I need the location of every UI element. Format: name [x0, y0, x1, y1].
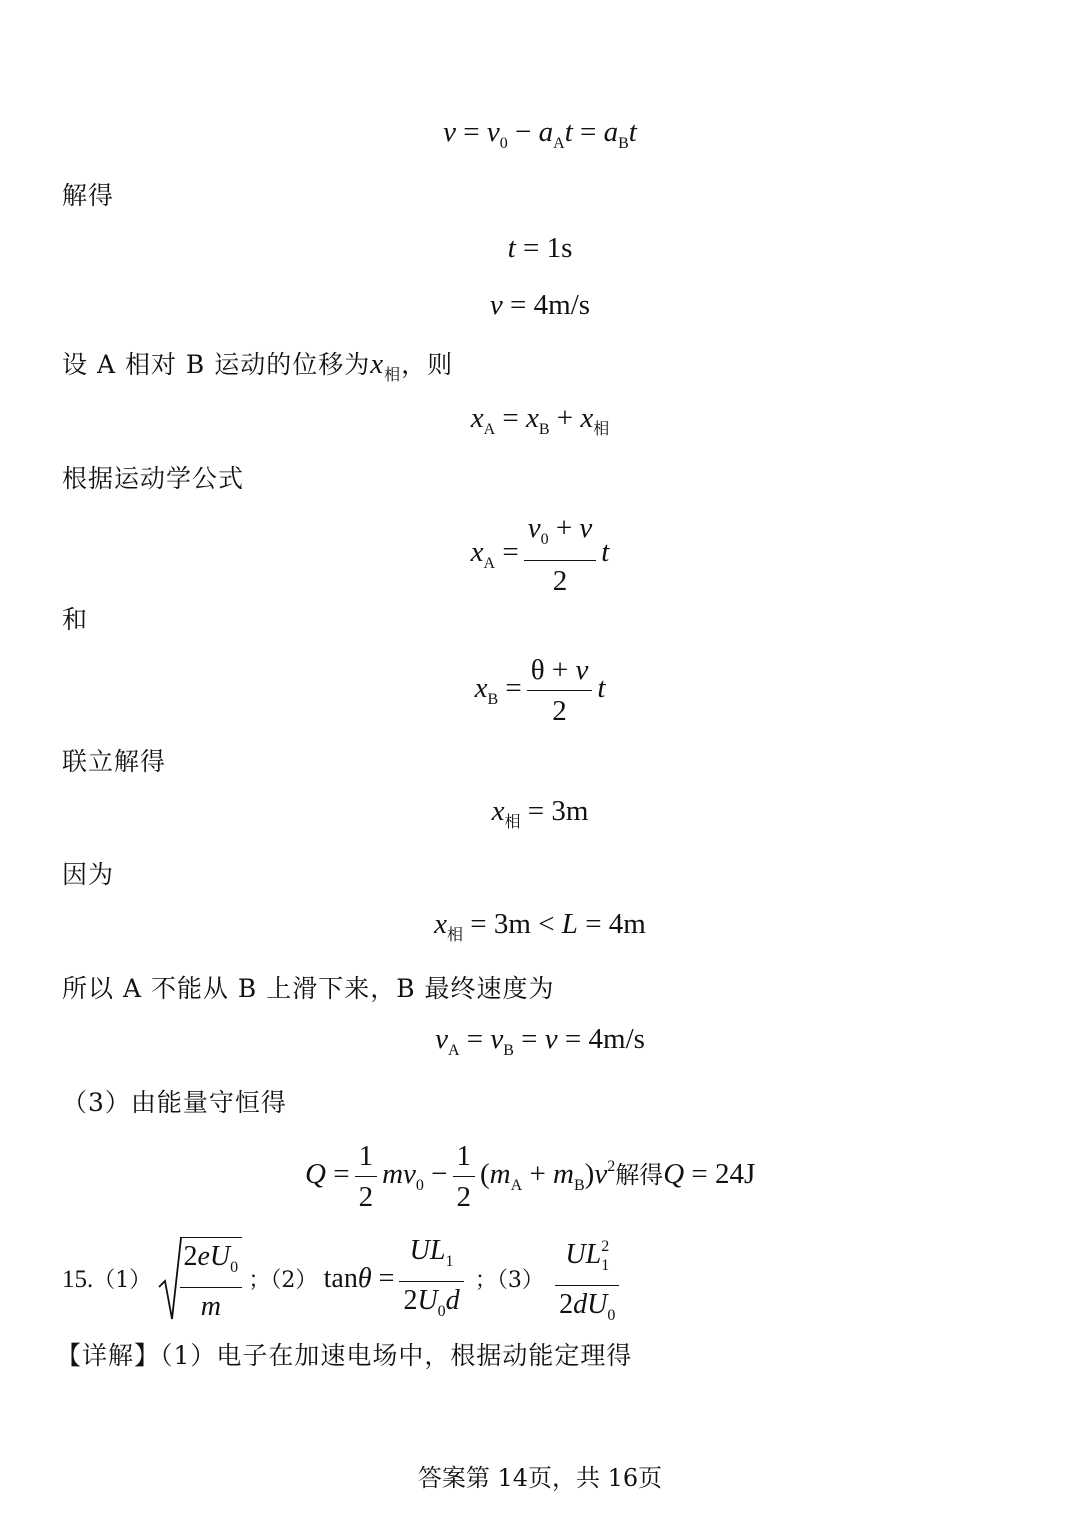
- answer-q15: 15.（1） $\frac{2eU_0}{m}$ ；（2） tanθ = $\frac{UL_1}{2U_0d}$ ；（3） $\frac{UL_1^2}{2dU_0}$: [62, 1228, 624, 1335]
- equation-xB-formula: $x_B$ = $\frac{\theta + v}{2}$ t: [0, 650, 1080, 731]
- text-kinematics: 根据运动学公式: [62, 464, 245, 493]
- text-jiede: 解得: [62, 181, 115, 210]
- text-and: 和: [62, 605, 89, 634]
- text-conclusion: 所以 A 不能从 B 上滑下来，B 最终速度为: [62, 974, 555, 1003]
- detail-line: 【详解】（1）电子在加速电场中，根据动能定理得: [56, 1341, 633, 1370]
- detail-label: 【详解】: [56, 1341, 161, 1370]
- equation-xA-formula: $x_A$ = $\frac{v_0 + v}{2}$ t: [0, 508, 1080, 601]
- equation-xrel-result: $x_相 = 3m$: [491, 795, 589, 831]
- equation-final-velocity: $v_A = v_B = v = 4m/s$: [435, 1023, 645, 1059]
- sqrt-expression: $\frac{2eU_0}{m}$: [158, 1237, 243, 1326]
- equation-energy: Q = $\frac{1}{2}$ $mv_0$ − $\frac{1}{2}$ $(m_A + m_B)v^2$解得Q = 24J: [305, 1136, 755, 1217]
- equation-t-result: t = 1s: [507, 232, 573, 264]
- radical-sign-icon: [158, 1237, 182, 1321]
- text-combine: 联立解得: [62, 747, 167, 776]
- page-footer: 答案第 14页，共 16页: [417, 1464, 663, 1492]
- text-set-relative: 设 A 相对 B 运动的位移为$x_相$，则: [62, 348, 454, 384]
- equation-xrel-compare: $x_相 = 3m < L = 4m$: [434, 908, 646, 944]
- equation-xA-sum: $x_A = x_B + x_相$: [470, 402, 610, 438]
- text-because: 因为: [62, 860, 115, 889]
- equation-v-result: v = 4m/s: [489, 289, 591, 321]
- text-part3: （3）由能量守恒得: [62, 1088, 287, 1117]
- equation-v-relation: $v = v_0 - a_At = a_Bt$: [443, 116, 637, 152]
